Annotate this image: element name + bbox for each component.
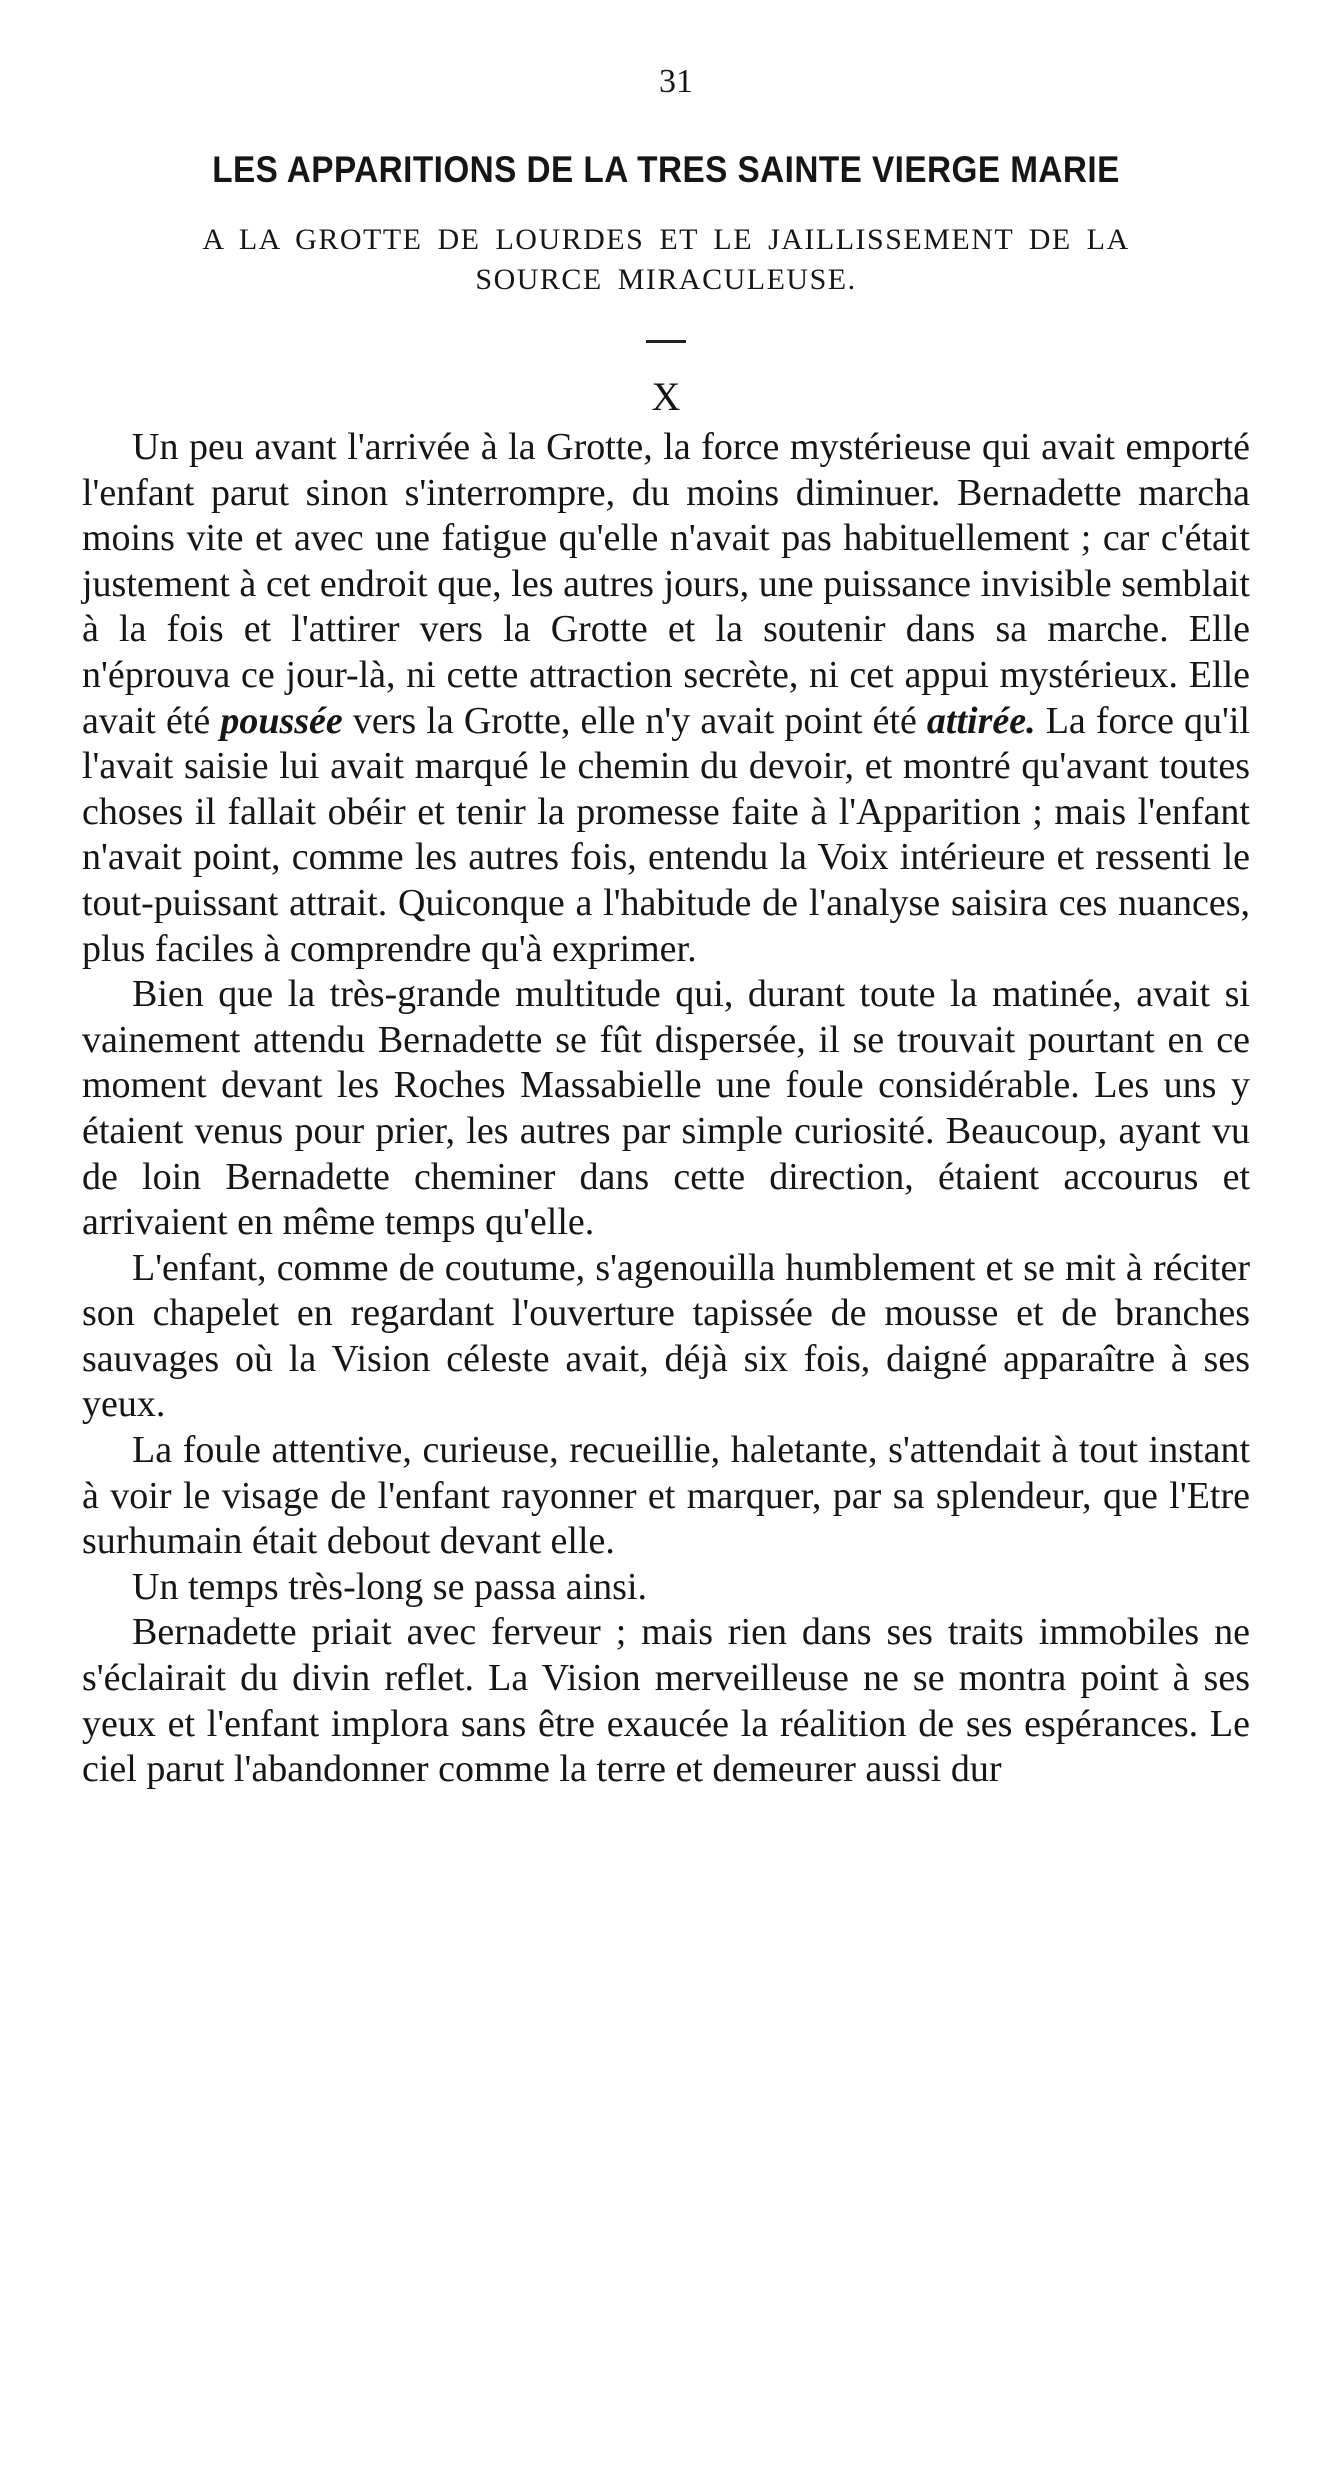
paragraph-6: Bernadette priait avec ferveur ; mais rien dans ses traits immobiles ne s'éclairait du divin reflet. La Vision merveilleuse ne se montra point à ses yeux et l'enfant implora sans être exaucée la réalition de ses espérances. Le ciel parut l'abandonner comme la terre et demeurer aussi dur [82, 1611, 1250, 1791]
emphasis-attiree: attirée. [926, 699, 1036, 742]
paragraph-4: La foule attentive, curieuse, recueillie, haletante, s'attendait à tout instant à voir le visage de l'enfant rayonner et marquer, par sa splendeur, que l'Etre surhumain était debout devant elle. [82, 1429, 1250, 1563]
subheading-line-1: A LA GROTTE DE LOURDES ET LE JAILLISSEMENT DE LA [202, 223, 1130, 256]
body-text [82, 425, 1250, 1793]
paragraph-5: Un temps très-long se passa ainsi. [132, 1565, 648, 1608]
subheading-line-2: SOURCE MIRACULEUSE. [475, 263, 857, 296]
paragraph-1-part-a: Un peu avant l'arrivée à la Grotte, la force mystérieuse qui avait emporté l'enfant parut sinon s'interrompre, du moins diminuer. Bernadette marcha moins vite et avec une fatigue qu'elle n'avait pas habituellement ; car c'était justement à cet endroit que, les autres jours, une puissance invisible semblait à la fois et l'attirer vers la Grotte et la soutenir dans sa marche. Elle n'éprouva ce jour-là, ni cette attraction secrète, ni cet appui mystérieux. Elle avait été [82, 426, 1250, 742]
chapter-number: X [651, 374, 681, 419]
book-page [82, 60, 1250, 1793]
paragraph-1-part-c: La force qu'il l'avait saisie lui avait marqué le chemin du devoir, et montré qu'avant toutes choses il fallait obéir et tenir la promesse faite à l'Apparition ; mais l'enfant n'avait point, comme les autres fois, entendu la Voix intérieure et ressenti le tout-puissant attrait. Quiconque a l'habitude de l'analyse saisira ces nuances, plus faciles à comprendre qu'à exprimer. [82, 699, 1250, 970]
chapter-subheading [82, 220, 1250, 300]
section-divider [646, 340, 686, 343]
chapter-heading: LES APPARITIONS DE LA TRES SAINTE VIERGE MARIE [212, 149, 1120, 190]
paragraph-1-part-b: vers la Grotte, elle n'y avait point été [342, 699, 927, 742]
paragraph-1 [82, 425, 1250, 972]
page-number: 31 [659, 63, 693, 100]
paragraph-3: L'enfant, comme de coutume, s'agenouilla humblement et se mit à réciter son chapelet en regardant l'ouverture tapissée de mousse et de branches sauvages où la Vision céleste avait, déjà six fois, daigné apparaître à ses yeux. [82, 1246, 1250, 1426]
emphasis-poussee: poussée [220, 699, 343, 742]
paragraph-2: Bien que la très-grande multitude qui, durant toute la matinée, avait si vainement attendu Bernadette se fût dispersée, il se trouvait pourtant en ce moment devant les Roches Massabielle une foule considérable. Les uns y étaient venus pour prier, les autres par simple curiosité. Beaucoup, ayant vu de loin Bernadette cheminer dans cette direction, étaient accourus et arrivaient en même temps qu'elle. [82, 973, 1250, 1244]
